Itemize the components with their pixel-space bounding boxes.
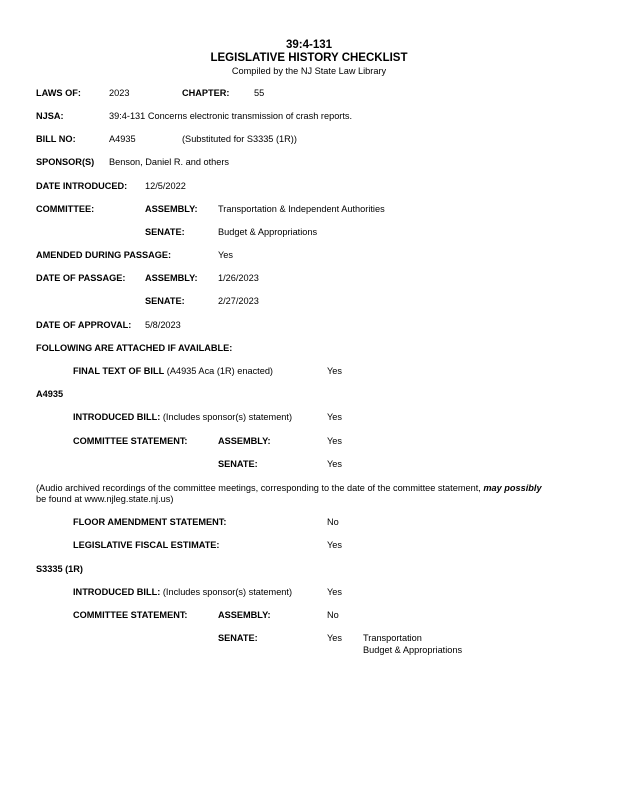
- passage-senate-value: 2/27/2023: [218, 296, 259, 306]
- a-assembly-value: Yes: [327, 436, 342, 446]
- attached-heading: FOLLOWING ARE ATTACHED IF AVAILABLE:: [36, 343, 233, 353]
- a-senate-label: SENATE:: [218, 459, 258, 469]
- chapter-value: 55: [254, 88, 265, 98]
- passage-senate-label: SENATE:: [145, 296, 185, 306]
- final-text-value: Yes: [327, 366, 342, 376]
- audio-note-line1: [36, 483, 542, 494]
- s-bill-heading: S3335 (1R): [36, 564, 83, 574]
- s-senate-value: Yes: [327, 633, 342, 643]
- amended-value: Yes: [218, 250, 233, 260]
- s-introduced-row: [73, 587, 292, 598]
- njsa-label: NJSA:: [36, 111, 64, 121]
- page-title: LEGISLATIVE HISTORY CHECKLIST: [210, 52, 408, 64]
- a-assembly-label: ASSEMBLY:: [218, 436, 271, 446]
- floor-amendment-value: No: [327, 517, 339, 527]
- fiscal-estimate-label: LEGISLATIVE FISCAL ESTIMATE:: [73, 540, 220, 550]
- bill-no-label: BILL NO:: [36, 134, 76, 144]
- date-of-passage-label: DATE OF PASSAGE:: [36, 273, 126, 283]
- audio-note-line2: be found at www.njleg.state.nj.us): [36, 494, 174, 504]
- passage-assembly-value: 1/26/2023: [218, 273, 259, 283]
- audio-note-emphasis: may possibly: [483, 483, 542, 493]
- statute-number: 39:4-131: [285, 39, 333, 51]
- laws-of-label: LAWS OF:: [36, 88, 81, 98]
- compiled-by: Compiled by the NJ State Law Library: [231, 66, 387, 76]
- date-of-approval-value: 5/8/2023: [145, 320, 181, 330]
- s-introduced-detail: (Includes sponsor(s) statement): [162, 587, 293, 597]
- date-introduced-value: 12/5/2022: [145, 181, 186, 191]
- committee-senate-value: Budget & Appropriations: [218, 227, 318, 237]
- a-introduced-detail: (Includes sponsor(s) statement): [162, 412, 293, 422]
- bill-substitution-note: (Substituted for S3335 (1R)): [182, 134, 297, 144]
- a-bill-heading: A4935: [36, 389, 64, 399]
- a-introduced-row: [73, 412, 292, 423]
- audio-note-text: (Audio archived recordings of the committee meetings, corresponding to the date of the committee statement,: [36, 483, 484, 493]
- njsa-value: 39:4-131 Concerns electronic transmission of crash reports.: [109, 111, 353, 121]
- laws-of-value: 2023: [109, 88, 130, 98]
- date-introduced-label: DATE INTRODUCED:: [36, 181, 128, 191]
- committee-senate-label: SENATE:: [145, 227, 185, 237]
- committee-assembly-value: Transportation & Independent Authorities: [218, 204, 385, 214]
- s-senate-committee-2: Budget & Appropriations: [363, 645, 463, 655]
- a-introduced-label: INTRODUCED BILL:: [73, 412, 161, 422]
- chapter-label: CHAPTER:: [182, 88, 230, 98]
- final-text-label: FINAL TEXT OF BILL: [73, 366, 165, 376]
- committee-label: COMMITTEE:: [36, 204, 95, 214]
- sponsors-value: Benson, Daniel R. and others: [109, 157, 230, 167]
- a-committee-assembly-row: [218, 436, 271, 447]
- bill-no-value: A4935: [109, 134, 136, 144]
- s-introduced-label: INTRODUCED BILL:: [73, 587, 161, 597]
- fiscal-estimate-value: Yes: [327, 540, 342, 550]
- date-of-approval-label: DATE OF APPROVAL:: [36, 320, 132, 330]
- s-senate-label: SENATE:: [218, 633, 258, 643]
- s-committee-statement-label: COMMITTEE STATEMENT:: [73, 610, 188, 620]
- amended-label: AMENDED DURING PASSAGE:: [36, 250, 172, 260]
- a-committee-statement-label: COMMITTEE STATEMENT:: [73, 436, 188, 446]
- final-text-detail: (A4935 Aca (1R) enacted): [166, 366, 273, 376]
- s-introduced-value: Yes: [327, 587, 342, 597]
- s-assembly-value: No: [327, 610, 339, 620]
- passage-assembly-label: ASSEMBLY:: [145, 273, 198, 283]
- committee-assembly-label: ASSEMBLY:: [145, 204, 198, 214]
- s-senate-committee-1: Transportation: [363, 633, 422, 643]
- sponsors-label: SPONSOR(S): [36, 157, 95, 167]
- a-senate-value: Yes: [327, 459, 342, 469]
- a-introduced-value: Yes: [327, 412, 342, 422]
- s-assembly-label: ASSEMBLY:: [218, 610, 271, 620]
- floor-amendment-label: FLOOR AMENDMENT STATEMENT:: [73, 517, 227, 527]
- s-committee-assembly-row: [218, 610, 271, 621]
- final-text-row: [73, 366, 273, 377]
